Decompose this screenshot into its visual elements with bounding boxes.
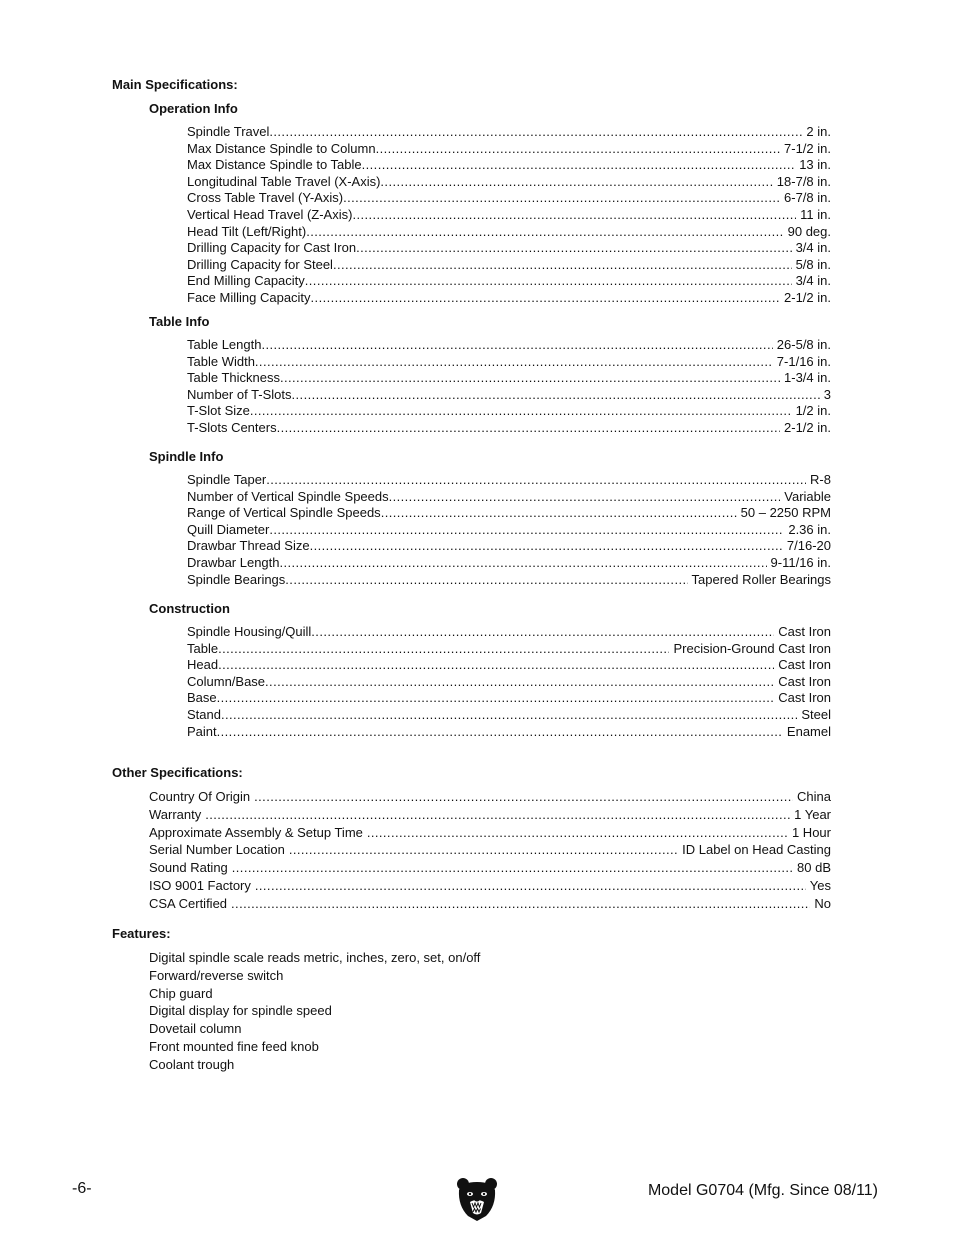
spec-value: 1-3/4 in. (784, 370, 831, 386)
dot-leader (305, 273, 792, 290)
spec-value: 13 in. (799, 157, 831, 173)
spec-row (187, 387, 831, 404)
spec-value: 1 Hour (791, 824, 831, 840)
spec-label: Table Thickness (187, 370, 280, 386)
dot-leader (221, 707, 797, 724)
dot-leader (280, 370, 780, 387)
spec-value: Cast Iron (778, 690, 831, 706)
dot-leader (217, 690, 775, 707)
other-specifications-heading: Other Specifications: (112, 765, 243, 780)
spec-label: Drawbar Thread Size (187, 538, 310, 554)
dot-leader (311, 290, 780, 307)
dot-leader (376, 141, 780, 158)
spec-label: Spindle Taper (187, 472, 267, 487)
features-heading: Features: (112, 926, 171, 941)
spec-value: 7-1/16 in. (776, 353, 831, 369)
spec-value: Cast Iron (778, 657, 831, 673)
spec-value: ID Label on Head Casting (682, 842, 831, 858)
spec-value: Enamel (786, 723, 831, 739)
spec-value: Cast Iron (778, 673, 831, 689)
spec-value: 80 dB (797, 860, 831, 876)
feature-item: Dovetail column (149, 1021, 242, 1037)
spec-label: Table (187, 640, 219, 656)
spec-value: 7/16-20 (786, 538, 831, 554)
spec-value: 1/2 in. (795, 403, 831, 419)
dot-leader (333, 257, 792, 274)
spec-row (187, 624, 831, 641)
spec-label: Spindle Bearings (187, 571, 286, 587)
feature-item: Digital spindle scale reads metric, inches, zero, set, on/off (149, 950, 481, 965)
feature-item: Forward/reverse switch (149, 967, 284, 983)
dot-leader (269, 124, 802, 141)
spec-label: Spindle Travel (187, 124, 270, 139)
spec-value: 90 deg. (787, 223, 831, 239)
table-info-list (187, 337, 831, 437)
spec-label: Number of Vertical Spindle Speeds (187, 488, 389, 504)
spec-value: Variable (784, 488, 831, 504)
spec-row (187, 174, 831, 191)
spec-label: Longitudinal Table Travel (X-Axis) (187, 173, 381, 189)
feature-item: Coolant trough (149, 1056, 235, 1072)
spec-value: 18-7/8 in. (776, 173, 831, 189)
dot-leader (255, 877, 806, 895)
spec-row (187, 124, 831, 141)
spec-row (149, 895, 831, 913)
dot-leader (285, 572, 687, 589)
spec-row (187, 403, 831, 420)
spec-value: 2-1/2 in. (784, 419, 831, 435)
dot-leader (266, 472, 806, 489)
dot-leader (261, 337, 772, 354)
spec-value: Tapered Roller Bearings (691, 571, 831, 587)
spec-row (187, 707, 831, 724)
other-specifications-list (149, 788, 831, 913)
spec-label: Head (187, 657, 219, 673)
spec-row (149, 859, 831, 877)
model-footer: Model G0704 (Mfg. Since 08/11) (647, 1182, 878, 1199)
spec-label: Drilling Capacity for Cast Iron (187, 240, 357, 256)
spec-label: End Milling Capacity (187, 273, 305, 289)
spec-row (187, 472, 831, 489)
dot-leader (380, 174, 772, 191)
spec-value: Cast Iron (778, 624, 831, 639)
spec-value: 2-1/2 in. (784, 289, 831, 305)
operation-info-list (187, 124, 831, 307)
spec-label: Base (187, 690, 217, 706)
spec-row (149, 877, 831, 895)
spec-row (187, 505, 831, 522)
spec-row (187, 674, 831, 691)
spec-row (187, 420, 831, 437)
spec-row (187, 337, 831, 354)
spec-label: Number of T-Slots (187, 386, 292, 402)
main-specifications-heading: Main Specifications: (112, 77, 238, 92)
spec-label: Cross Table Travel (Y-Axis) (187, 190, 344, 206)
spec-label: Drawbar Length (187, 554, 280, 570)
spec-row (187, 273, 831, 290)
spec-value: 3/4 in. (795, 273, 831, 289)
spec-value: 11 in. (800, 206, 831, 222)
spec-row (149, 788, 831, 806)
spec-label: Serial Number Location (149, 842, 285, 858)
spec-row (187, 572, 831, 589)
spec-value: 5/8 in. (795, 256, 831, 272)
dot-leader (280, 555, 767, 572)
feature-item: Chip guard (149, 985, 213, 1001)
spec-row (187, 489, 831, 506)
spec-label: Approximate Assembly & Setup Time (149, 824, 363, 840)
construction-list (187, 624, 831, 740)
spec-row (187, 354, 831, 371)
spec-label: CSA Certified (149, 895, 228, 911)
spec-row (187, 141, 831, 158)
spec-value: Yes (809, 877, 831, 893)
spec-label: T-Slot Size (187, 403, 250, 419)
spec-label: Max Distance Spindle to Column (187, 140, 376, 156)
spec-label: Paint (187, 723, 217, 739)
spec-label: Sound Rating (149, 860, 228, 876)
spec-label: Drilling Capacity for Steel (187, 256, 333, 272)
spec-row (187, 657, 831, 674)
dot-leader (254, 788, 793, 806)
bear-logo-icon (456, 1176, 498, 1222)
spindle-info-list (187, 472, 831, 588)
spec-row (187, 724, 831, 741)
dot-leader (255, 354, 773, 371)
dot-leader (310, 538, 783, 555)
dot-leader (265, 674, 774, 691)
dot-leader (250, 403, 792, 420)
spec-row (149, 824, 831, 842)
dot-leader (343, 190, 780, 207)
spec-row (149, 841, 831, 859)
spec-label: Column/Base (187, 673, 266, 689)
spec-value: 2.36 in. (788, 521, 831, 537)
dot-leader (218, 657, 774, 674)
spec-label: Head Tilt (Left/Right) (187, 223, 307, 239)
spec-row (187, 641, 831, 658)
dot-leader (362, 157, 796, 174)
dot-leader (311, 624, 774, 641)
dot-leader (381, 505, 737, 522)
spec-row (187, 240, 831, 257)
spec-value: 6-7/8 in. (784, 190, 831, 206)
spec-value: R-8 (810, 472, 831, 487)
dot-leader (289, 841, 678, 859)
features-list (149, 949, 480, 1074)
spec-label: Table Length (187, 337, 262, 352)
dot-leader (306, 224, 783, 241)
spec-label: Stand (187, 706, 221, 722)
spec-label: Spindle Housing/Quill (187, 624, 312, 639)
feature-item: Front mounted fine feed knob (149, 1038, 319, 1054)
spec-value: 9-11/16 in. (770, 554, 831, 570)
spec-label: Range of Vertical Spindle Speeds (187, 505, 381, 521)
spec-value: 3/4 in. (795, 240, 831, 256)
spec-value: 3 (823, 386, 831, 402)
spec-row (187, 257, 831, 274)
dot-leader (356, 240, 792, 257)
spec-value: Steel (801, 706, 831, 722)
spec-row (187, 190, 831, 207)
dot-leader (352, 207, 796, 224)
spec-label: Face Milling Capacity (187, 289, 311, 305)
spec-row (187, 522, 831, 539)
dot-leader (217, 724, 783, 741)
spec-value: No (814, 895, 831, 911)
spec-value: 7-1/2 in. (784, 140, 831, 156)
spec-row (187, 555, 831, 572)
dot-leader (277, 420, 780, 437)
spec-row (187, 690, 831, 707)
spec-row (149, 806, 831, 824)
spec-label: Quill Diameter (187, 521, 270, 537)
dot-leader (231, 895, 810, 913)
spec-label: ISO 9001 Factory (149, 877, 251, 893)
dot-leader (218, 641, 669, 658)
dot-leader (367, 824, 788, 842)
spec-row (187, 290, 831, 307)
spec-label: Warranty (149, 806, 202, 822)
spec-value: 26-5/8 in. (776, 337, 831, 352)
spec-row (187, 157, 831, 174)
spec-row (187, 207, 831, 224)
spec-value: 50 – 2250 RPM (740, 505, 831, 521)
dot-leader (389, 489, 781, 506)
dot-leader (205, 806, 790, 824)
spec-value: 1 Year (794, 806, 831, 822)
spec-value: 2 in. (806, 124, 831, 139)
spec-row (187, 224, 831, 241)
page-number: -6- (72, 1180, 92, 1197)
spec-label: Max Distance Spindle to Table (187, 157, 362, 173)
spec-label: Country Of Origin (149, 789, 251, 804)
spec-label: Vertical Head Travel (Z-Axis) (187, 206, 353, 222)
dot-leader (269, 522, 784, 539)
table-info-heading: Table Info (149, 314, 210, 329)
construction-heading: Construction (149, 601, 230, 616)
dot-leader (292, 387, 820, 404)
spec-label: Table Width (187, 353, 255, 369)
feature-item: Digital display for spindle speed (149, 1003, 332, 1019)
dot-leader (232, 859, 793, 877)
spindle-info-heading: Spindle Info (149, 449, 224, 464)
operation-info-heading: Operation Info (149, 101, 238, 116)
spec-label: T-Slots Centers (187, 419, 277, 435)
spec-row (187, 538, 831, 555)
spec-value: Precision-Ground Cast Iron (673, 640, 831, 656)
spec-value: China (797, 789, 831, 804)
spec-row (187, 370, 831, 387)
